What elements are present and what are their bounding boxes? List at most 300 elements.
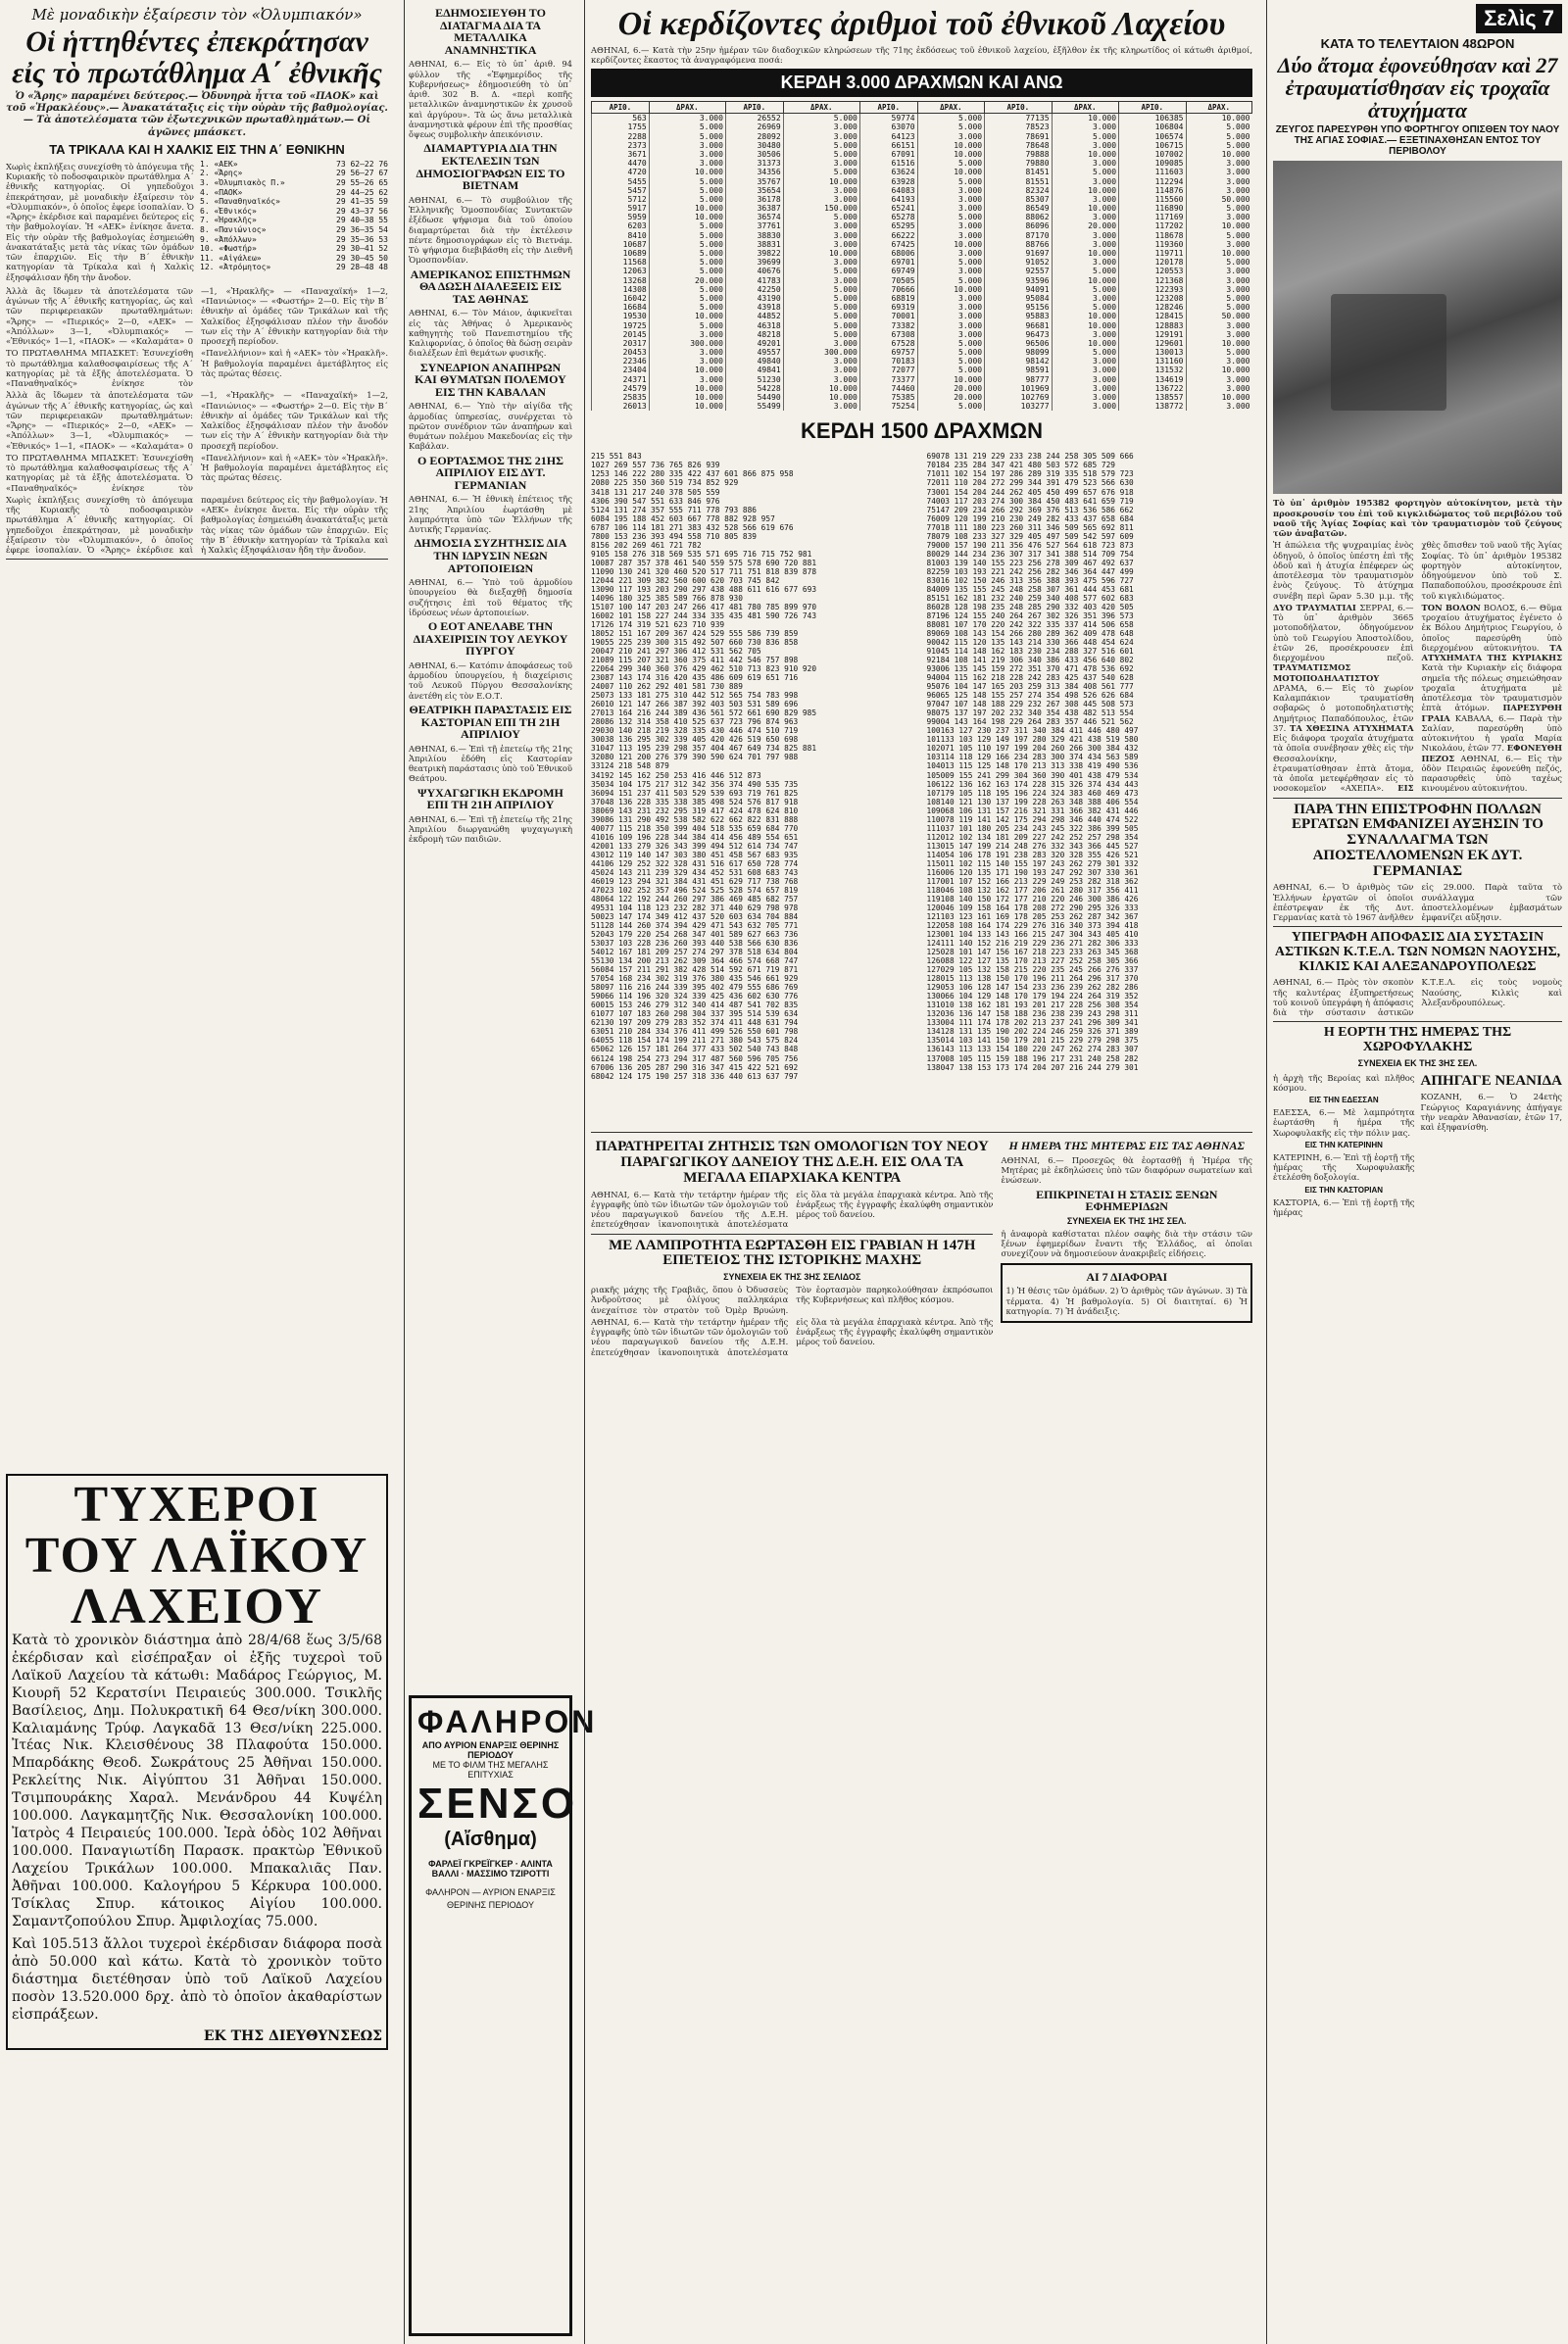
table-cell: 107002 [1119, 150, 1186, 159]
table-cell: 46318 [725, 321, 783, 330]
accidents-headline: Δύο ἄτομα ἐφονεύθησαν καὶ 27 ἐτραυματίσθησαν εἰς τροχαῖα ἀτυχήματα [1277, 53, 1558, 123]
brief-7-body: ΑΘΗΝΑΙ, 6.— Κατόπιν ἀποφάσεως τοῦ ἁρμοδίου ὑπουργείου, ἡ διαχείρισις τοῦ Λευκοῦ Πύργου Θεσσαλονίκης ἀνετέθη εἰς τὸν Ε.Ο.Τ. [409, 659, 572, 701]
number-line: 83016 102 150 246 313 356 388 393 475 596 727 [926, 575, 1134, 585]
table-cell: 3.000 [783, 221, 859, 230]
table-cell: 3.000 [917, 312, 984, 320]
number-line: 43012 119 140 147 303 380 451 458 567 683 935 [591, 850, 799, 859]
table-row [592, 312, 1252, 320]
number-line: 65062 126 157 181 264 377 433 502 540 743 848 [591, 1045, 799, 1054]
table-header: ΔΡΑΧ. [917, 102, 984, 114]
table-cell: 5.000 [1052, 168, 1118, 176]
table-cell: 3.000 [1186, 267, 1252, 275]
cinema-ad-subtitle: (Αἴσθημα) [444, 1829, 537, 1850]
number-line: 124111 140 152 216 219 229 236 271 282 306 333 [926, 939, 1139, 949]
table-cell: 63624 [859, 168, 917, 176]
seven-differences-body: 1) Ἡ θέσις τῶν ὁμάδων. 2) Ὁ ἀριθμὸς τῶν ἀγώνων. 3) Τὰ τέρματα. 4) Ἡ βαθμολογία. 5) Οἱ διαιτηταί. 6) Ἡ κατηγορία. 7) Ἡ ἀνάδειξις. [1005, 1286, 1248, 1316]
number-line: 134128 131 135 190 202 224 246 259 326 371 389 [926, 1027, 1139, 1037]
table-cell: 10.000 [917, 375, 984, 384]
number-line: 120046 109 158 164 178 208 272 290 295 326 333 [926, 903, 1139, 912]
table-cell: 5.000 [649, 258, 725, 267]
table-cell: 65295 [859, 221, 917, 230]
table-cell: 3.000 [1052, 231, 1118, 240]
brief-3-title: ΑΜΕΡΙΚΑΝΟΣ ΕΠΙΣΤΗΜΩΝ ΘΑ ΔΩΣΗ ΔΙΑΛΕΞΕΙΣ ΕΙΣ ΤΑΣ ΑΘΗΝΑΣ [410, 267, 571, 306]
table-cell: 10.000 [1052, 276, 1118, 285]
table-cell: 5.000 [783, 312, 859, 320]
s7-title: ΕΦΟΝΕΥΘΗ ΠΕΖΟΣ [1421, 743, 1562, 763]
divider [591, 1132, 1252, 1133]
table-cell: 5.000 [783, 267, 859, 275]
accidents-body: Ἡ ἀπώλεια τῆς ψυχραιμίας ἑνὸς ὁδηγοῦ, ὁ ὁποῖος ὑπέστη ἐπὶ τῆς ὁδοῦ καὶ ἡ ἀτυχία ἐπέφερεν ὡς ἀποτέλεσμα τὸν τραυματισμὸν ἑνὸς ζεύγους. Τὸ ἀτύχημα συνέβη περὶ ὥραν 5.30 μ.μ. τῆς χθὲς ὄπισθεν τοῦ ναοῦ τῆς Ἁγίας Σοφίας. Τὸ ὑπ᾽ ἀριθμὸν 195382 φορτηγὸν αὐτοκίνητον, ὁδηγούμενον ὑπὸ τοῦ Σ. Παπαδοπούλου, προσέκρουσε ἐπὶ τοῦ κιγκλιδώματος. [1273, 540, 1562, 601]
brief-9-title: ΨΥΧΑΓΩΓΙΚΗ ΕΚΔΡΟΜΗ ΕΠΙ ΤΗ 21Η ΑΠΡΙΛΙΟΥ [417, 785, 564, 812]
number-line: 23087 143 174 316 420 435 486 609 619 651 716 [591, 673, 799, 683]
table-cell: 122393 [1119, 285, 1186, 294]
table-cell: 103277 [985, 402, 1052, 411]
table-cell: 3.000 [1052, 294, 1118, 303]
seven-differences-box [1001, 1263, 1252, 1323]
number-line: 22064 299 340 360 376 429 462 510 713 823 910 920 [591, 664, 817, 674]
standings-team: 12. «Ἀτρόμητος» [200, 263, 271, 272]
number-line: 15107 100 147 203 247 266 417 481 780 785 899 970 [591, 602, 817, 611]
number-line: 106122 136 162 163 174 228 315 326 374 434 443 [926, 779, 1139, 789]
table-cell: 3.000 [1186, 384, 1252, 393]
number-line: 114054 106 178 191 238 283 320 328 355 426 521 [926, 850, 1139, 859]
lottery-ad-footer: Καὶ 105.513 ἄλλοι τυχεροὶ ἐκέρδισαν διάφορα ποσὰ ἀπὸ 50.000 καὶ κάτω. Κατὰ τὸ χρονικὸν τοῦτο διάστημα διετέθησαν ὑπὸ τοῦ Λαϊκοῦ Λαχείου ποσὸν 13.520.000 δρχ. ἀπὸ τὸ ὁποῖον ἀκαθαρίστων εἰσπράξεων. [12, 1936, 382, 2024]
number-line: 54012 167 181 209 257 274 297 378 518 634 804 [591, 948, 799, 957]
standings-team: 10. «Φωστήρ» [200, 244, 257, 254]
table-cell: 3.000 [917, 132, 984, 141]
standings-points: 29 43—37 56 [336, 206, 388, 216]
sports-kicker: Μὲ μοναδικὴν ἐξαίρεσιν τὸν «Ὀλυμπιακόν» [31, 6, 363, 24]
table-cell: 3.000 [783, 276, 859, 285]
cinema-ad-venue: ΦΑΛΗΡΟΝ [417, 1704, 598, 1739]
table-cell: 3.000 [1186, 321, 1252, 330]
table-cell: 5.000 [917, 177, 984, 186]
standings-row [200, 197, 388, 207]
table-cell: 123208 [1119, 294, 1186, 303]
table-cell: 3.000 [1052, 402, 1118, 411]
seven-differences-title: ΑΙ 7 ΔΙΑΦΟΡΑΙ [1086, 1269, 1168, 1284]
sports-headline: Οἱ ἡττηθέντες ἐπεκράτησαν εἰς τὸ πρωτάθλημα Α΄ ἐθνικῆς [12, 25, 382, 89]
table-cell: 74460 [859, 384, 917, 393]
table-cell: 64083 [859, 186, 917, 195]
germany-body: ΑΘΗΝΑΙ, 6.— Ὁ ἀριθμὸς τῶν Ἑλλήνων ἐργατῶν οἱ ὁποῖοι ἐπέστρεψαν ἐκ τῆς Δυτ. Γερμανίας κατὰ τὸ 1967 ἀνῆλθεν εἰς 29.000. Παρὰ ταῦτα τὸ συνάλλαγμα τῶν ἀποστελλομένων ἐμβασμάτων ἐμφανίζει αὔξησιν. [1273, 882, 1562, 923]
number-line: 31047 113 195 239 298 357 404 467 649 734 825 881 [591, 744, 817, 754]
table-cell: 3.000 [1052, 159, 1118, 168]
number-line: 20047 210 241 297 306 412 531 562 705 [591, 647, 761, 657]
table-cell: 28092 [725, 132, 783, 141]
number-line: 26010 121 147 266 387 392 403 503 531 589 696 [591, 700, 799, 709]
number-line: 91045 114 148 162 183 230 234 288 327 516 601 [926, 647, 1134, 657]
table-cell: 3.000 [1186, 240, 1252, 249]
number-line: 64055 118 154 174 199 211 271 380 543 575 824 [591, 1036, 799, 1046]
table-cell: 5.000 [783, 285, 859, 294]
number-line: 102071 105 110 197 199 204 260 266 300 384 432 [926, 744, 1139, 754]
kastoria-body: ΚΑΣΤΟΡΙΑ, 6.— Ἐπὶ τῇ ἑορτῇ τῆς ἡμέρας [1273, 1196, 1415, 1217]
table-cell: 30480 [725, 141, 783, 150]
number-line: 72011 110 204 272 299 344 391 479 523 566 630 [926, 478, 1134, 488]
brief-1-body: ΑΘΗΝΑΙ, 6.— Εἰς τὸ ὑπ᾽ ἀριθ. 94 φύλλον τῆς «Ἐφημερίδος τῆς Κυβερνήσεως» ἐδημοσιεύθη τὸ ὑπ᾽ ἀριθ. 302 Β. Δ. «περὶ κοπῆς μεταλλικῶν ἀναμνηστικῶν ἐκ χρυσοῦ καὶ ἀργύρου». Τὰ ὡς ἄνω μεταλλικὰ ἀναμνηστικὰ φέρουν ἐπὶ τῆς προσθίας ὄψεως συμβολικὴν ἀπεικόνισιν. [409, 59, 572, 140]
table-cell: 70666 [859, 285, 917, 294]
cinema-ad-title: ΣΕΝΣΟ [417, 1780, 578, 1828]
standings-row [200, 244, 388, 254]
number-line: 62130 197 209 279 283 352 374 411 448 631 794 [591, 1018, 799, 1028]
lottery-1500-list [591, 452, 1252, 1128]
table-cell: 120553 [1119, 267, 1186, 275]
table-row [592, 150, 1252, 159]
table-cell: 73377 [859, 375, 917, 384]
table-cell: 3.000 [649, 150, 725, 159]
table-cell: 300.000 [783, 348, 859, 357]
table-cell: 98777 [985, 375, 1052, 384]
table-row [592, 249, 1252, 258]
table-cell: 98591 [985, 366, 1052, 374]
number-line: 7800 153 236 393 494 558 710 805 839 [591, 531, 757, 541]
table-cell: 3.000 [783, 159, 859, 168]
table-cell: 49841 [725, 366, 783, 374]
table-cell: 3.000 [917, 303, 984, 312]
divider [6, 559, 388, 560]
table-cell: 10.000 [649, 168, 725, 176]
number-line: 34192 145 162 250 253 416 446 512 873 [591, 770, 761, 780]
standings-row [200, 216, 388, 225]
gendarmerie-body: ἡ ἀρχὴ τῆς Βεροίας καὶ πλῆθος κόσμου. [1273, 1072, 1415, 1093]
number-line: 126088 122 127 135 170 213 227 252 258 305 366 [926, 956, 1139, 966]
table-cell: 92557 [985, 267, 1052, 275]
table-cell: 3.000 [783, 186, 859, 195]
table-row [592, 267, 1252, 275]
table-cell: 119360 [1119, 240, 1186, 249]
table-cell: 10.000 [1052, 249, 1118, 258]
table-cell: 5.000 [1186, 348, 1252, 357]
table-cell: 3.000 [1186, 402, 1252, 411]
accident-photo-caption: Τὸ ὑπ᾽ ἀριθμὸν 195382 φορτηγὸν αὐτοκίνητον, μετὰ τὴν προσκρουσίν του ἐπὶ τοῦ κιγκλιδώματος τοῦ περιβόλου τοῦ ναοῦ τῆς Ἁγίας Σοφίας καὶ τὸν τραυματισμὸν τοῦ ζεύγους τῶν ἀναβατῶν. [1273, 498, 1562, 539]
number-line: 48064 122 192 244 260 297 386 469 485 682 757 [591, 894, 799, 903]
table-cell: 66151 [859, 141, 917, 150]
s5-body: Κατὰ τὴν Κυριακὴν εἰς διάφορα σημεῖα τῆς πόλεως σημειώθησαν τροχαῖα ἀτυχήματα μὲ ἀποτέλεσμα τὸν τραυματισμὸν ἑπτὰ ἀτόμων. [1421, 662, 1562, 713]
table-cell: 3.000 [917, 249, 984, 258]
table-cell: 10.000 [649, 213, 725, 221]
brief-1-title: ΕΔΗΜΟΣΙΕΥΘΗ ΤΟ ΔΙΑΤΑΓΜΑ ΔΙΑ ΤΑ ΜΕΤΑΛΛΙΚΑ ΑΝΑΜΝΗΣΤΙΚΑ [435, 6, 546, 57]
table-cell: 70183 [859, 357, 917, 366]
table-cell: 5712 [592, 195, 650, 204]
number-line: 46019 123 294 321 384 431 451 629 717 738 768 [591, 876, 799, 886]
table-cell: 38831 [725, 240, 783, 249]
table-cell: 5.000 [783, 150, 859, 159]
lottery-band-3000: ΚΕΡΔΗ 3.000 ΔΡΑΧΜΩΝ ΚΑΙ ΑΝΩ [591, 69, 1252, 97]
table-cell: 5.000 [1186, 204, 1252, 213]
cinema-ad-footer: ΦΑΛΗΡΟΝ — ΑΥΡΙΟΝ ΕΝΑΡΞΙΣ ΘΕΡΙΝΗΣ ΠΕΡΙΟΔΟΥ [425, 1887, 556, 1910]
sports-body-3b: ΤΟ ΠΡΩΤΑΘΛΗΜΑ ΜΠΑΣΚΕΤ: Ἐσυνεχίσθη τὸ πρωτάθλημα καλαθοσφαιρίσεως τῆς Α΄ κατηγορίας μὲ τὰ ἑξῆς ἀποτελέσματα. Ὁ «Παναθηναϊκός» ἐνίκησε τὸν «Πανελλήνιον» καὶ ἡ «ΑΕΚ» τὸν «Ἠρακλῆ». Ἡ βαθμολογία παραμένει ἀμετάβλητος εἰς τὰς πρώτας θέσεις. [6, 452, 388, 493]
table-cell: 35654 [725, 186, 783, 195]
brief-3-body: ΑΘΗΝΑΙ, 6.— Τὸν Μάιον, ἀφικνεῖται εἰς τὰς Ἀθήνας ὁ Ἀμερικανὸς καθηγητὴς τοῦ Πανεπιστημίου τῆς Καλιφορνίας, ὁ ὁποῖος θὰ δώσῃ σειρὰν διαλέξεων ἐπὶ θεμάτων φυσικῆς. [409, 308, 572, 359]
table-cell: 3.000 [649, 141, 725, 150]
table-cell: 25835 [592, 393, 650, 402]
number-line: 117001 107 152 166 213 229 249 253 282 318 362 [926, 876, 1139, 886]
table-cell: 106574 [1119, 132, 1186, 141]
table-cell: 3.000 [917, 186, 984, 195]
lottery-ad [6, 1474, 388, 2050]
number-line: 59066 114 196 320 324 339 425 436 602 630 776 [591, 992, 799, 1001]
table-cell: 3.000 [1186, 213, 1252, 221]
number-line: 109068 106 131 157 216 321 331 366 382 431 446 [926, 806, 1139, 815]
s1-body: ΣΕΡΡΑΙ, 6.— Τὸ ὑπ᾽ ἀριθμὸν 3665 μοτοποδήλατον, ὁδηγούμενον ὑπὸ τοῦ Γεωργίου Ἀποστολίδου, ἐτῶν 26, προσέκρουσεν ἐπὶ διερχομένου πεζοῦ. [1273, 602, 1414, 663]
table-cell: 3.000 [649, 357, 725, 366]
standings-row [200, 254, 388, 264]
table-cell: 10.000 [1186, 249, 1252, 258]
s3-body: Εἰς διάφορα τροχαῖα ἀτυχήματα τὰ ὁποῖα συνέβησαν χθὲς εἰς τὴν Θεσσαλονίκην, ἐτραυματίσθησαν ἑπτὰ ἄτομα, τὰ ὁποῖα μετεφέρθησαν εἰς τὸ νοσοκομεῖον «ΑΧΕΠΑ». [1273, 733, 1414, 794]
number-line: 129053 106 128 147 154 233 236 239 262 282 286 [926, 983, 1139, 993]
table-cell: 3.000 [1052, 393, 1118, 402]
divider [1273, 1021, 1562, 1022]
mothers-day-body: ΑΘΗΝΑΙ, 6.— Προσεχῶς θὰ ἑορτασθῇ ἡ Ἡμέρα τῆς Μητέρας μὲ ἐκδηλώσεις ὑπὸ τῶν διαφόρων σωματείων καὶ ἑνώσεων. [1001, 1154, 1252, 1186]
number-line: 50023 147 174 349 412 437 520 603 634 704 884 [591, 912, 799, 921]
number-line: 16002 101 158 227 244 334 335 435 481 590 726 743 [591, 610, 817, 620]
table-cell: 5.000 [1186, 132, 1252, 141]
table-cell: 112294 [1119, 177, 1186, 186]
table-cell: 3.000 [1052, 366, 1118, 374]
sports-body-1: Χωρὶς ἐκπλήξεις συνεχίσθη τὸ ἀπόγευμα τῆς Κυριακῆς τὸ ποδοσφαιρικὸν πρωτάθλημα Α΄ ἐθνικῆς κατηγορίας. Οἱ γηπεδοῦχοι ἐπεκράτησαν, μὲ μοναδικὴν ἐξαίρεσιν τὸν «Ὀλυμπιακόν», ὁ ὁποῖος ἐφερε ἰσοπαλίαν. Ὁ «Ἄρης» ἐκέρδισε καὶ παραμένει δεύτερος εἰς τὴν βαθμολογίαν. Ἡ «ΑΕΚ» ἐνίκησε ἄνετα. Εἰς τὴν οὐρὰν τῆς βαθμολογίας ἐσημειώθη ἀνακατάταξις μετὰ τὰς νίκας τῶν ὁμάδων τῶν ἐπαρχιῶν. Εἰς τὴν Β΄ ἐθνικὴν κατηγορίαν τὰ Τρίκαλα καὶ ἡ Χαλκὶς ἐξησφάλισαν ἤδη τὴν ἄνοδον. [6, 161, 194, 282]
table-cell: 3.000 [783, 357, 859, 366]
number-line: 5124 131 274 357 555 711 778 793 886 [591, 505, 757, 514]
table-row [592, 348, 1252, 357]
s6-body: ΚΑΒΑΛΑ, 6.— Παρὰ τὴν Σαλίαν, παρεσύρθη ὑπὸ αὐτοκινήτου ἡ γραῖα Μαρία Νικολάου, ἐτῶν 77. [1421, 712, 1562, 754]
table-cell: 118678 [1119, 231, 1186, 240]
table-cell: 3.000 [783, 122, 859, 131]
cinema-ad-filler [417, 1886, 564, 1911]
table-row [592, 366, 1252, 374]
table-cell: 10687 [592, 240, 650, 249]
table-cell: 64193 [859, 195, 917, 204]
table-cell: 64123 [859, 132, 917, 141]
table-cell: 24371 [592, 375, 650, 384]
table-cell: 14308 [592, 285, 650, 294]
edessa-body: ΕΔΕΣΣΑ, 6.— Μὲ λαμπρότητα ἑωρτάσθη ἡ ἡμέρα τῆς Χωροφυλακῆς εἰς τὴν πόλιν μας. [1273, 1107, 1415, 1138]
number-line: 77018 111 180 223 260 311 346 509 565 692 811 [926, 522, 1134, 532]
number-line: 125028 101 147 156 167 218 223 233 263 345 368 [926, 948, 1139, 957]
table-cell: 5.000 [1052, 348, 1118, 357]
table-cell: 30506 [725, 150, 783, 159]
table-cell: 66222 [859, 231, 917, 240]
dei-body: ΑΘΗΝΑΙ, 6.— Κατὰ τὴν τετάρτην ἡμέραν τῆς ἐγγραφῆς ὑπὸ τῶν ἰδιωτῶν τῶν ὁμολογιῶν τοῦ νέου παραγωγικοῦ δανείου τῆς Δ.Ε.Η. ἐπετεύχθησαν ἱκανοποιητικὰ ἀποτελέσματα εἰς ὅλα τὰ μεγάλα ἐπαρχιακὰ κέντρα. Ἀπὸ τῆς ἐνάρξεως τῆς ἐγγραφῆς ἐκαλύφθη σημαντικὸν μέρος τοῦ δανείου. [591, 1189, 994, 1230]
number-line: 105009 155 241 299 304 360 390 401 438 479 534 [926, 770, 1139, 780]
s4-body: ΒΟΛΟΣ, 6.— Θῦμα τροχαίου ἀτυχήματος ἐγένετο ὁ ἐκ Βόλου Δημήτριος Γεωργίου, ὁ ὁποῖος παρεσύρθη ὑπὸ διερχομένου αὐτοκινήτου. [1421, 602, 1563, 653]
table-cell: 10.000 [1052, 312, 1118, 320]
table-cell: 3.000 [1052, 330, 1118, 339]
table-cell: 3.000 [917, 204, 984, 213]
number-line: 6787 106 114 181 271 383 432 528 566 619 676 [591, 522, 794, 532]
table-cell: 72077 [859, 366, 917, 374]
abduction-title: ΑΠΗΓΑΓΕ ΝΕΑΝΙΔΑ [1420, 1072, 1562, 1089]
number-line: 19055 225 239 300 315 492 507 660 730 836 858 [591, 638, 799, 648]
number-line: 75147 209 234 266 292 369 376 513 536 586 662 [926, 505, 1134, 514]
column-briefs [404, 0, 598, 2344]
table-cell: 3.000 [649, 159, 725, 168]
sports-body-2b: Ἀλλὰ ἂς ἴδωμεν τὰ ἀποτελέσματα τῶν ἀγώνων τῆς Α΄ ἐθνικῆς κατηγορίας, ὡς καὶ τῶν περιφερειακῶν πρωταθλημάτων: «Ἄρης» — «Πιερικός» 2—0, «ΑΕΚ» — «Ἀπόλλων» 3—1, «Ὀλυμπιακός» — «Ἐθνικός» 1—1, «ΠΑΟΚ» — «Καλαμάτα» 0—1, «Ἠρακλῆς» — «Παναχαϊκή» 1—2, «Πανιώνιος» — «Φωστήρ» 2—0. Εἰς τὴν Β΄ ἐθνικὴν αἱ ὁμάδες τῶν Τρικάλων καὶ τῆς Χαλκίδος ἐξησφάλισαν πλέον τὴν ἄνοδόν των εἰς τὴν Α΄ ἐθνικὴν κατηγορίαν διὰ τὴν προσεχῆ περίοδον. [6, 390, 388, 451]
table-cell: 5.000 [1052, 303, 1118, 312]
s4-title: ΕΙΣ ΤΟΝ ΒΟΛΟΝ [1397, 602, 1481, 794]
number-line: 33124 218 548 879 [591, 761, 669, 771]
table-cell: 20.000 [649, 276, 725, 285]
number-line: 113015 147 199 214 248 276 332 343 366 445 527 [926, 841, 1139, 851]
s1-title: ΔΥΟ ΤΡΑΥΜΑΤΙΑΙ [1273, 602, 1356, 612]
table-cell: 10.000 [649, 204, 725, 213]
table-header: ΑΡΙΘ. [725, 102, 783, 114]
number-line: 96065 125 148 155 257 274 354 498 526 626 684 [926, 691, 1134, 701]
table-cell: 10.000 [917, 285, 984, 294]
number-line: 81003 139 140 155 223 256 278 309 467 492 637 [926, 558, 1134, 567]
number-line: 53037 103 228 236 260 393 440 538 566 630 836 [591, 939, 799, 949]
table-cell: 69757 [859, 348, 917, 357]
table-cell: 5.000 [917, 276, 984, 285]
table-cell: 2373 [592, 141, 650, 150]
brief-4-body: ΑΘΗΝΑΙ, 6.— Ὑπὸ τὴν αἰγίδα τῆς ἁρμοδίας ὑπηρεσίας, συνέρχεται τὸ πρῶτον συνέδριον τῶν ἀναπήρων καὶ θυμάτων πολέμου Μακεδονίας εἰς τὴν Καβάλαν. [409, 401, 572, 452]
table-header: ΔΡΑΧ. [1052, 102, 1118, 114]
table-row [592, 240, 1252, 249]
table-cell: 75254 [859, 402, 917, 411]
table-header: ΔΡΑΧ. [783, 102, 859, 114]
table-cell: 3.000 [1186, 375, 1252, 384]
table-cell: 128246 [1119, 303, 1186, 312]
table-row [592, 384, 1252, 393]
number-line: 52043 179 220 254 268 347 401 589 627 663 736 [591, 930, 799, 940]
table-row [592, 177, 1252, 186]
standings-team: 6. «Ἐθνικός» [200, 206, 257, 216]
table-cell: 5917 [592, 204, 650, 213]
standings-list [200, 160, 388, 272]
table-cell: 300.000 [649, 339, 725, 348]
table-cell: 10.000 [649, 384, 725, 393]
table-cell: 20.000 [1052, 221, 1118, 230]
table-cell: 48218 [725, 330, 783, 339]
number-line: 101133 103 129 149 197 280 329 421 438 519 580 [926, 735, 1139, 745]
table-cell: 10.000 [783, 384, 859, 393]
table-cell: 50.000 [1186, 195, 1252, 204]
table-cell: 42250 [725, 285, 783, 294]
table-cell: 3.000 [649, 114, 725, 123]
number-line: 13090 117 193 203 290 297 438 488 611 616 677 693 [591, 584, 817, 594]
number-line: 116006 120 135 171 190 193 247 292 307 330 361 [926, 867, 1139, 877]
number-line: 49531 104 118 123 232 282 371 440 629 798 978 [591, 903, 799, 912]
table-cell: 12063 [592, 267, 650, 275]
table-cell: 19530 [592, 312, 650, 320]
table-cell: 36574 [725, 213, 783, 221]
table-cell: 49201 [725, 339, 783, 348]
number-line: 103114 118 129 166 234 283 300 374 434 563 589 [926, 753, 1139, 762]
standings-points: 29 55—26 65 [336, 177, 388, 187]
table-cell: 5.000 [783, 303, 859, 312]
table-cell: 5.000 [1052, 285, 1118, 294]
table-cell: 78648 [985, 141, 1052, 150]
table-cell: 131160 [1119, 357, 1186, 366]
table-cell: 1755 [592, 122, 650, 131]
table-cell: 106715 [1119, 141, 1186, 150]
table-cell: 5.000 [917, 213, 984, 221]
table-cell: 3.000 [1186, 285, 1252, 294]
table-cell: 65278 [859, 213, 917, 221]
brief-4-title: ΣΥΝΕΔΡΙΟΝ ΑΝΑΠΗΡΩΝ ΚΑΙ ΘΥΜΑΤΩΝ ΠΟΛΕΜΟΥ ΕΙΣ ΤΗΝ ΚΑΒΑΛΑΝ [415, 360, 566, 399]
table-cell: 88766 [985, 240, 1052, 249]
table-cell: 3.000 [1186, 159, 1252, 168]
table-cell: 5.000 [783, 213, 859, 221]
table-cell: 10.000 [1186, 366, 1252, 374]
table-cell: 117202 [1119, 221, 1186, 230]
number-line: 136143 113 133 154 180 220 247 262 274 283 307 [926, 1045, 1139, 1054]
table-cell: 26013 [592, 402, 650, 411]
number-line: 21089 115 207 321 360 375 411 442 546 757 898 [591, 656, 799, 665]
table-cell: 3.000 [1186, 276, 1252, 285]
table-cell: 36178 [725, 195, 783, 204]
table-cell: 16042 [592, 294, 650, 303]
number-line: 70184 235 284 347 421 480 503 572 685 729 [926, 461, 1115, 470]
table-cell: 111603 [1119, 168, 1186, 176]
number-line: 68042 124 175 190 257 318 336 440 613 637 797 [591, 1071, 799, 1081]
standings-team: 5. «Παναθηναϊκός» [200, 197, 280, 207]
table-cell: 5.000 [917, 357, 984, 366]
table-row [592, 204, 1252, 213]
table-row [592, 213, 1252, 221]
table-cell: 10.000 [649, 312, 725, 320]
standings-row [200, 263, 388, 272]
table-cell: 98142 [985, 357, 1052, 366]
table-cell: 5.000 [1186, 258, 1252, 267]
table-cell: 131532 [1119, 366, 1186, 374]
number-line: 39086 131 290 492 538 582 622 662 822 831 888 [591, 814, 799, 824]
standings-row [200, 188, 388, 198]
table-cell: 96473 [985, 330, 1052, 339]
number-line: 131010 138 162 181 193 201 217 228 256 308 354 [926, 1001, 1139, 1010]
table-cell: 5.000 [783, 330, 859, 339]
brief-9-body: ΑΘΗΝΑΙ, 6.— Ἐπὶ τῇ ἐπετείῳ τῆς 21ης Ἀπριλίου διωργανώθη ψυχαγωγικὴ ἐκδρομὴ τῶν παιδιῶν. [409, 813, 572, 845]
s5-title: ΤΑ ΑΤΥΧΗΜΑΤΑ ΤΗΣ ΚΥΡΙΑΚΗΣ [1421, 642, 1562, 663]
number-line: 61077 107 183 260 298 304 337 395 514 539 634 [591, 1009, 799, 1019]
table-cell: 5.000 [649, 177, 725, 186]
number-line: 115011 102 115 140 155 197 243 262 279 301 332 [926, 858, 1139, 868]
table-cell: 10.000 [649, 402, 725, 411]
foreign-press-title: ΕΠΙΚΡΙΝΕΤΑΙ Η ΣΤΑΣΙΣ ΞΕΝΩΝ ΕΦΗΜΕΡΙΔΩΝ [1036, 1187, 1218, 1214]
table-cell: 5.000 [783, 141, 859, 150]
number-line: 95076 104 147 165 203 259 313 384 408 561 777 [926, 682, 1134, 692]
number-line: 76009 120 199 210 230 249 282 433 437 658 684 [926, 513, 1134, 523]
table-cell: 35767 [725, 177, 783, 186]
standings-row [200, 235, 388, 245]
table-cell: 5.000 [783, 114, 859, 123]
table-cell: 10.000 [783, 249, 859, 258]
table-cell: 13268 [592, 276, 650, 285]
number-line: 121103 123 161 169 178 205 253 262 287 342 367 [926, 912, 1139, 921]
standings-row [200, 169, 388, 178]
cinema-ad-sub1: ΑΠΟ ΑΥΡΙΟΝ ΕΝΑΡΞΙΣ ΘΕΡΙΝΗΣ ΠΕΡΙΟΔΟΥ [421, 1740, 560, 1760]
table-cell: 50.000 [1186, 312, 1252, 320]
table-cell: 10.000 [917, 240, 984, 249]
table-cell: 38830 [725, 231, 783, 240]
table-cell: 81551 [985, 177, 1052, 186]
table-cell: 3.000 [783, 366, 859, 374]
number-line: 41016 109 196 228 344 384 414 456 489 554 651 [591, 832, 799, 842]
number-line: 88081 107 170 220 242 322 335 337 414 506 658 [926, 619, 1134, 629]
edessa-title: ΕΙΣ ΤΗΝ ΕΔΕΣΣΑΝ [1308, 1096, 1379, 1105]
table-cell: 130013 [1119, 348, 1186, 357]
table-cell: 10.000 [649, 393, 725, 402]
number-line: 80029 144 234 236 307 317 341 388 514 709 754 [926, 549, 1134, 559]
germany-title: ΠΑΡΑ ΤΗΝ ΕΠΙΣΤΡΟΦΗΝ ΠΟΛΛΩΝ ΕΡΓΑΤΩΝ ΕΜΦΑΝΙΖΕΙ ΑΥΞΗΣΙΝ ΤΟ ΣΥΝΑΛΛΑΓΜΑ ΤΩΝ ΑΠΟΣΤΕΛΛΟΜΕΝΩΝ ΕΚ ΔΥΤ. ΓΕΡΜΑΝΙΑΣ [1292, 801, 1544, 879]
table-cell: 5.000 [649, 132, 725, 141]
table-cell: 3.000 [917, 330, 984, 339]
number-line: 138047 138 153 173 174 204 207 216 244 279 301 [926, 1062, 1139, 1072]
table-cell: 3.000 [783, 339, 859, 348]
table-cell: 75385 [859, 393, 917, 402]
standings-points: 29 40—38 55 [336, 216, 388, 225]
table-cell: 20.000 [917, 384, 984, 393]
